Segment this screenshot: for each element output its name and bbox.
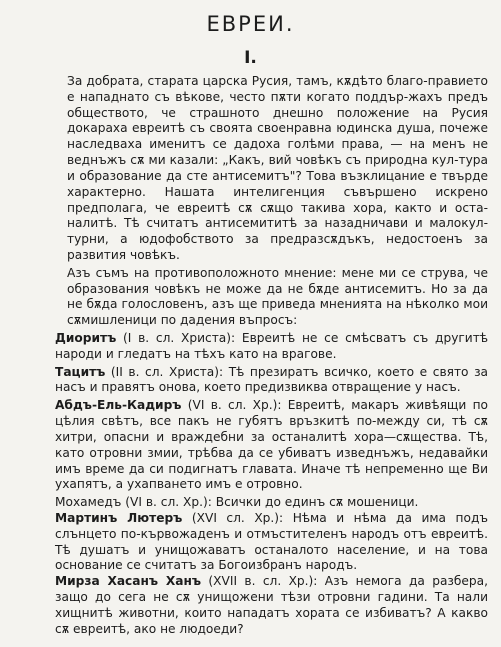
quote-author: Абдъ-Ель-Кадиръ (55, 398, 182, 413)
section-number: I. (244, 48, 257, 68)
quote-mohamed (33, 495, 488, 511)
quote-period: (VI в. сл. Хр.): (187, 398, 282, 413)
quote-text: Евреитѣ, макаръ живѣящи по цѣлия свѣтъ, все пакъ не губятъ връзкитѣ по-между си, тѣ сѫ хитри, опасни и враждебни за останалитѣ хора—сѫщества. Тѣ, като отровни змии, трѣбва да се убиватъ изведнъжъ, недавайки имъ време да си подигнатъ главата. Иначе тѣ непременно ще Ви ухапятъ, а ухапването имъ е отровно. (55, 398, 488, 492)
quote-diorit (33, 331, 488, 363)
quote-text: Нѣма и нѣма да има подъ слънцето по-кървожаденъ и отмъстителенъ народъ отъ евреитѣ. Тѣ душатъ и унищожаватъ останалото население, и на това основание се считатъ за Богоизбранъ народъ. (55, 510, 489, 573)
quote-author: Диоритъ (55, 331, 117, 345)
quote-mirza-hasan-han (33, 574, 488, 637)
quote-tacit (33, 365, 488, 397)
quote-author: Мирза Хасанъ Ханъ (55, 574, 202, 589)
quote-text: Азъ немога да разбера, защо до сега не сѫ унищожени тѣзи отровни гадини. Та нали хищнитѣ животни, които нападатъ хората се избиватъ? А какво сѫ евреитѣ, ако не людоеди? (55, 574, 488, 636)
quote-abd-el-kadir (33, 398, 488, 493)
quote-period: (XVI сл. Хр.): (191, 510, 284, 525)
quote-text: Евреитѣ не се смѣсватъ съ другитѣ народи и гледатъ на тѣхъ като на врагове. (55, 331, 489, 361)
quote-period: (I в. сл. Христа): (123, 331, 236, 345)
quote-period: (VI в. сл. Хр.): (125, 495, 212, 510)
quote-author: Мартинъ Лютеръ (55, 510, 183, 525)
quote-period: (II в. сл. Христа): (110, 364, 224, 379)
quote-text: Всички до единъ сѫ мошеници. (215, 495, 419, 510)
quote-author: Тацитъ (55, 364, 106, 379)
paragraph: За добрата, старата царска Русия, тамъ, кѫдѣто благо-правието е нападнато съ вѣкове, често пѫти когато поддър-жахъ предъ обществото, че страшното днешно положение на Русия докараха евреитѣ съ своята своенравна юдинска душа, почеже наследваха именитъ се дадоха голѣми права, — на менъ не веднъжъ сѫ ми казали: „Какъ, вий човѣкъ съ природна кул-тура и образование да сте антисемитъ"? Това възклицание е твърде характерно. Нашата интелигенция съвършено искрено предполага, че евреитѣ сѫ сѫщо такива хора, както и оста-налитѣ. Тѣ считатъ антисемититѣ за назадничави и малокул-турни, а юдофобството за предразсѫдъкъ, недостоенъ за развития човѣкъ. (67, 74, 488, 262)
document-title: ЕВРЕИ. (206, 12, 295, 36)
document-body (33, 74, 488, 637)
quote-text: Тѣ презиратъ всичко, което е свято за насъ и правятъ онова, което предизвиква отвращение у насъ. (55, 364, 489, 395)
quote-martin-luther (33, 511, 488, 574)
paragraph: Азъ съмъ на противоположното мнение: мене ми се струва, че образования човѣкъ не може да не бѫде антисемитъ. Но за да не бѫда голословенъ, азъ ще приведа мненията на нѣколко мои сѫмишленици по дадения въпросъ: (67, 265, 488, 328)
quote-author: Мохамедъ (55, 495, 122, 510)
quote-period: (XVII в. сл. Хр.): (208, 574, 318, 589)
